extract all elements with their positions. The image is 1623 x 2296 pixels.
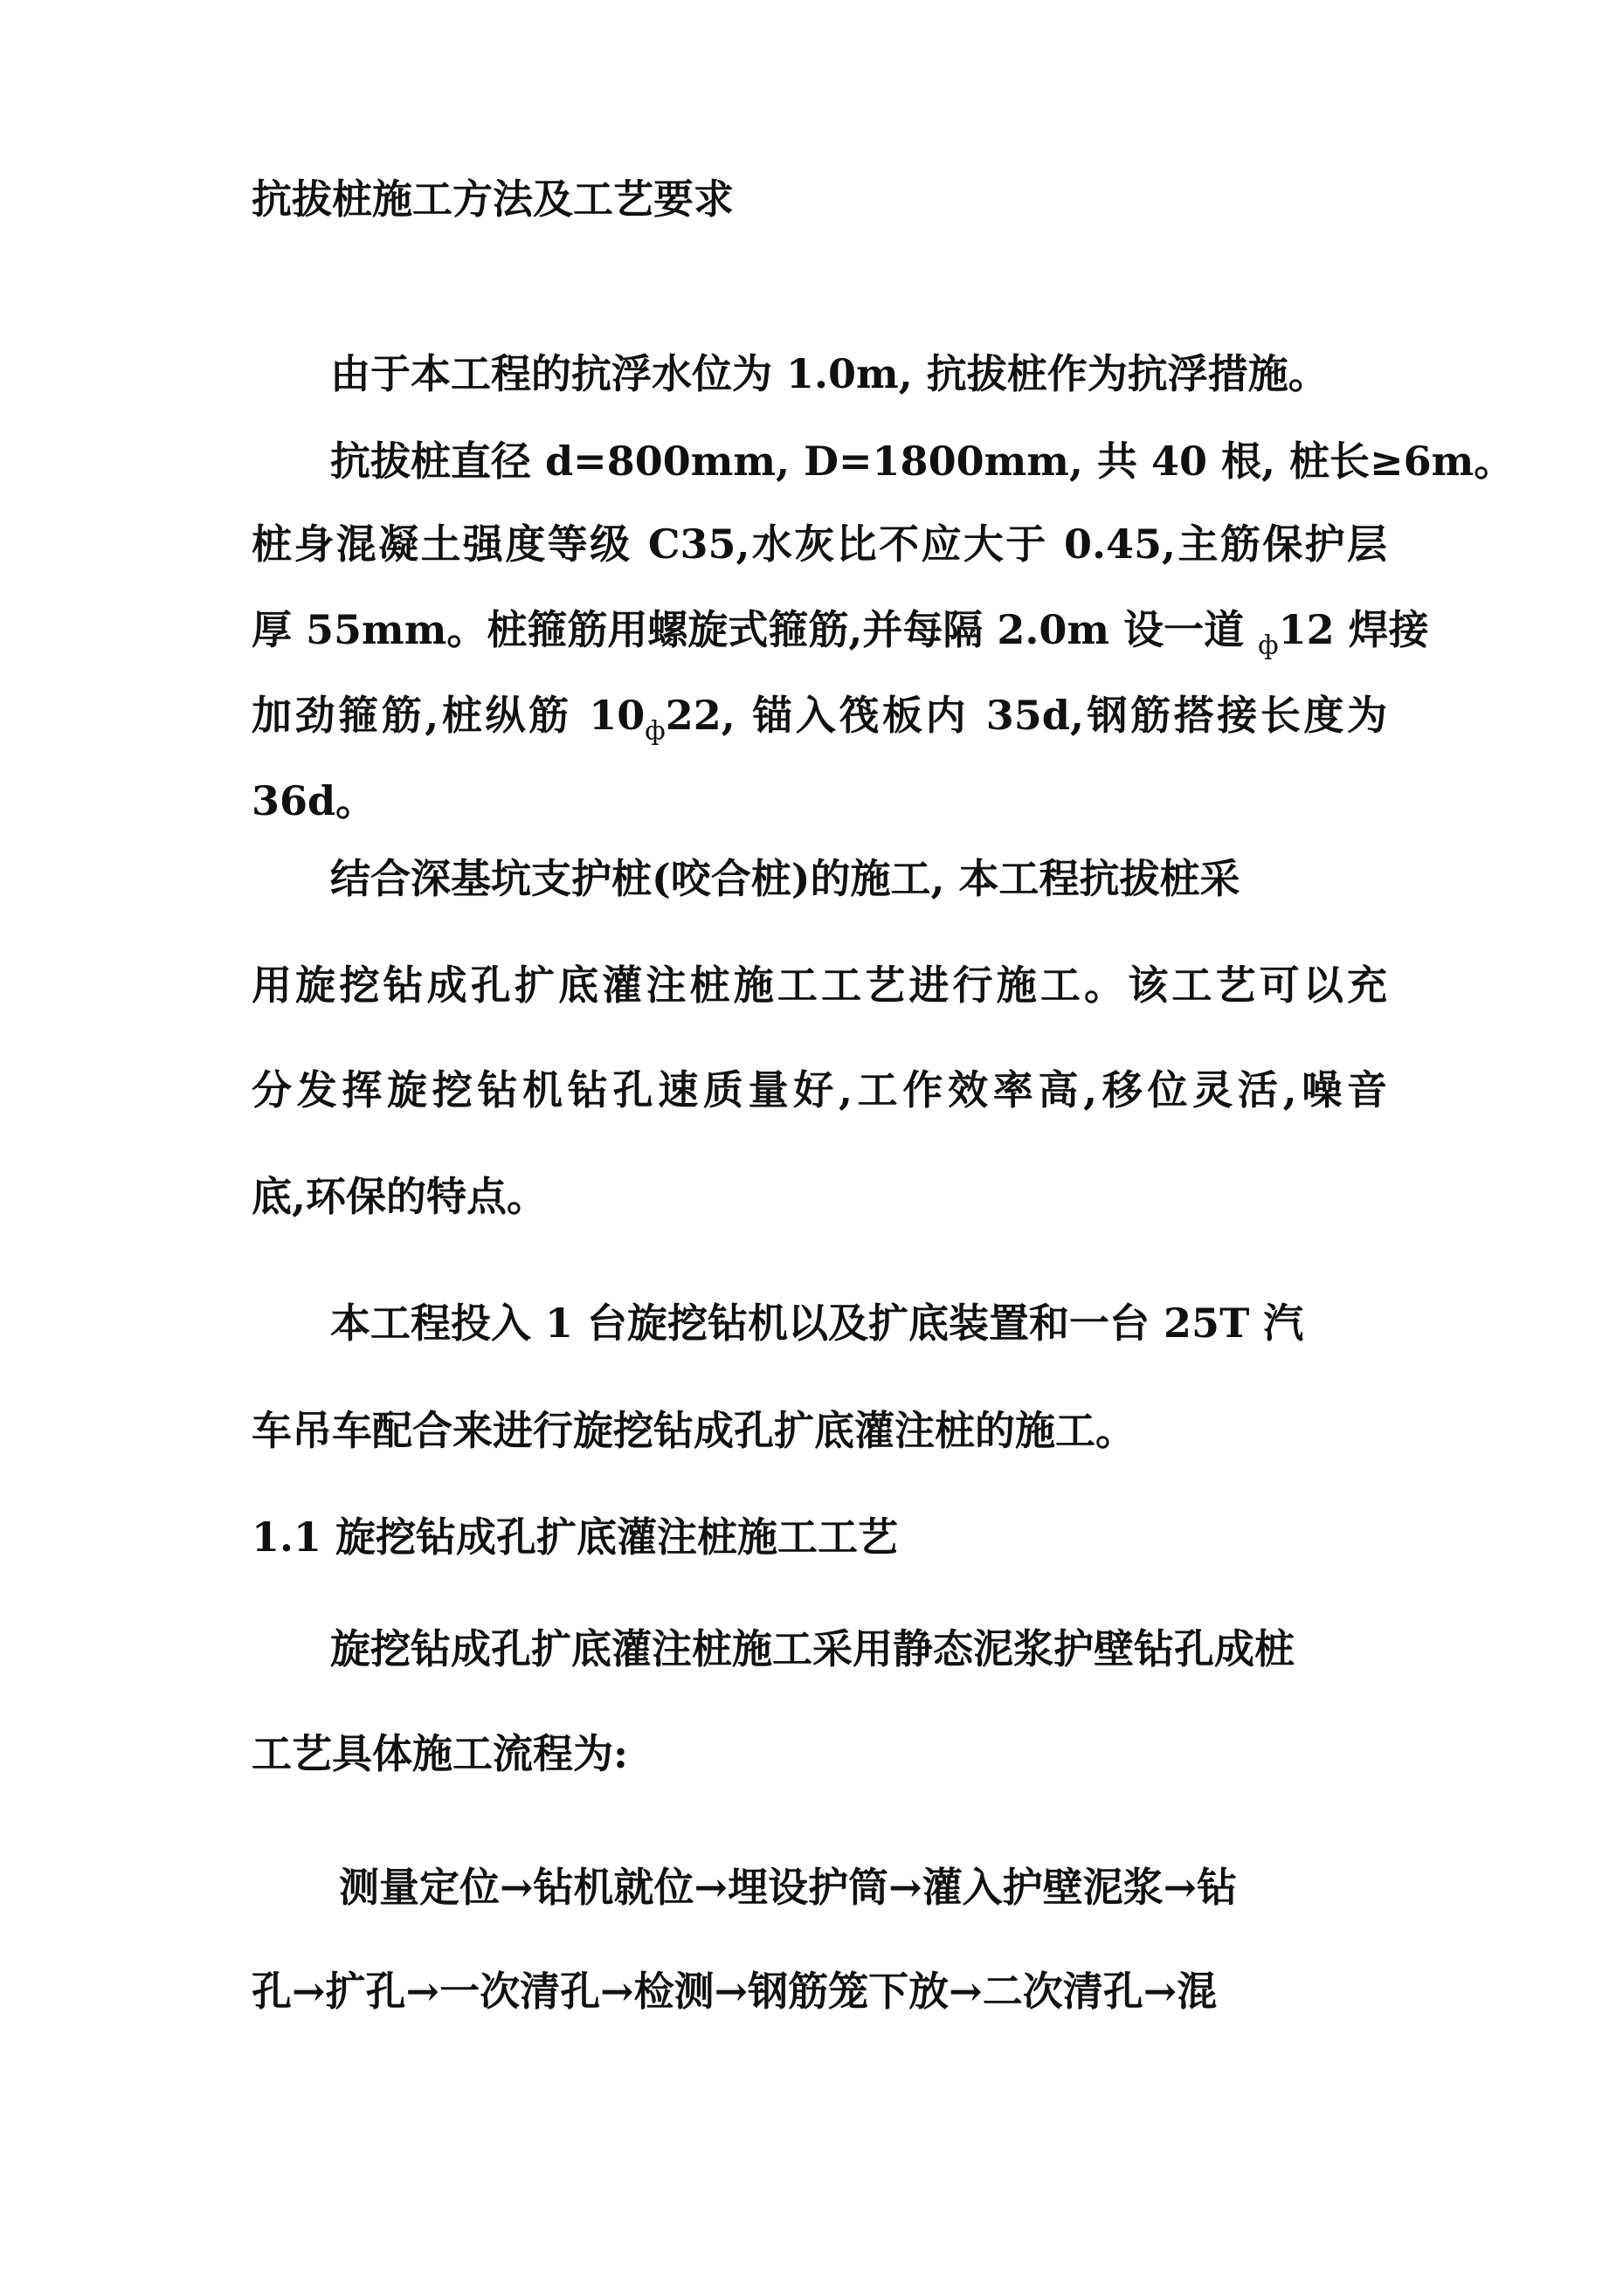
paragraph-2-line-4: [252, 689, 1387, 745]
paragraph-6-line-2: 孔→扩孔→一次清孔→检测→钢筋笼下放→二次清孔→混: [252, 1968, 1218, 2015]
paragraph-6-line-1: 测量定位→钻机就位→埋设护筒→灌入护壁泥浆→钻: [339, 1864, 1238, 1911]
paragraph-3-line-4: 底,环保的特点。: [252, 1173, 548, 1220]
paragraph-3-line-2: 用旋挖钻成孔扩底灌注桩施工工艺进行施工。该工艺可以充: [252, 962, 1387, 1009]
paragraph-2-line-3-text-b: 12 焊接: [1278, 606, 1429, 653]
paragraph-2-line-3: [252, 603, 1429, 661]
paragraph-2-line-4-text-b: 22, 锚入筏板内 35d,钢筋搭接长度为: [665, 692, 1387, 739]
paragraph-2-line-3-text-a: 厚 55mm。桩箍筋用螺旋式箍筋,并每隔 2.0m 设一道: [252, 606, 1259, 653]
paragraph-2-line-5: 36d。: [252, 777, 376, 824]
paragraph-2-line-1: 抗拔桩直径 d=800mm, D=1800mm, 共 40 根, 桩长≥6m。: [330, 438, 1515, 485]
paragraph-4-line-2: 车吊车配合来进行旋挖钻成孔扩底灌注桩的施工。: [252, 1407, 1136, 1454]
paragraph-2-line-2: 桩身混凝土强度等级 C35,水灰比不应大于 0.45,主筋保护层: [252, 521, 1387, 568]
paragraph-3-line-3: 分发挥旋挖钻机钻孔速质量好,工作效率高,移位灵活,噪音: [252, 1066, 1387, 1114]
document-title: 抗拔桩施工方法及工艺要求: [252, 176, 734, 223]
rebar-diameter-symbol: ф: [645, 716, 666, 747]
paragraph-5-line-1: 旋挖钻成孔扩底灌注桩施工采用静态泥浆护壁钻孔成桩: [330, 1625, 1295, 1672]
paragraph-5-line-2: 工艺具体施工流程为:: [252, 1730, 628, 1777]
paragraph-2-line-4-text-a: 加劲箍筋,桩纵筋 10: [252, 692, 646, 739]
rebar-diameter-symbol: ф: [1258, 631, 1279, 661]
paragraph-1-line-1: 由于本工程的抗浮水位为 1.0m, 抗拔桩作为抗浮措施。: [330, 350, 1329, 397]
paragraph-4-line-1: 本工程投入 1 台旋挖钻机以及扩底装置和一台 25T 汽: [330, 1300, 1304, 1347]
section-heading: 1.1 旋挖钻成孔扩底灌注桩施工工艺: [252, 1513, 899, 1561]
paragraph-3-line-1: 结合深基坑支护桩(咬合桩)的施工, 本工程抗拔桩采: [330, 855, 1240, 902]
